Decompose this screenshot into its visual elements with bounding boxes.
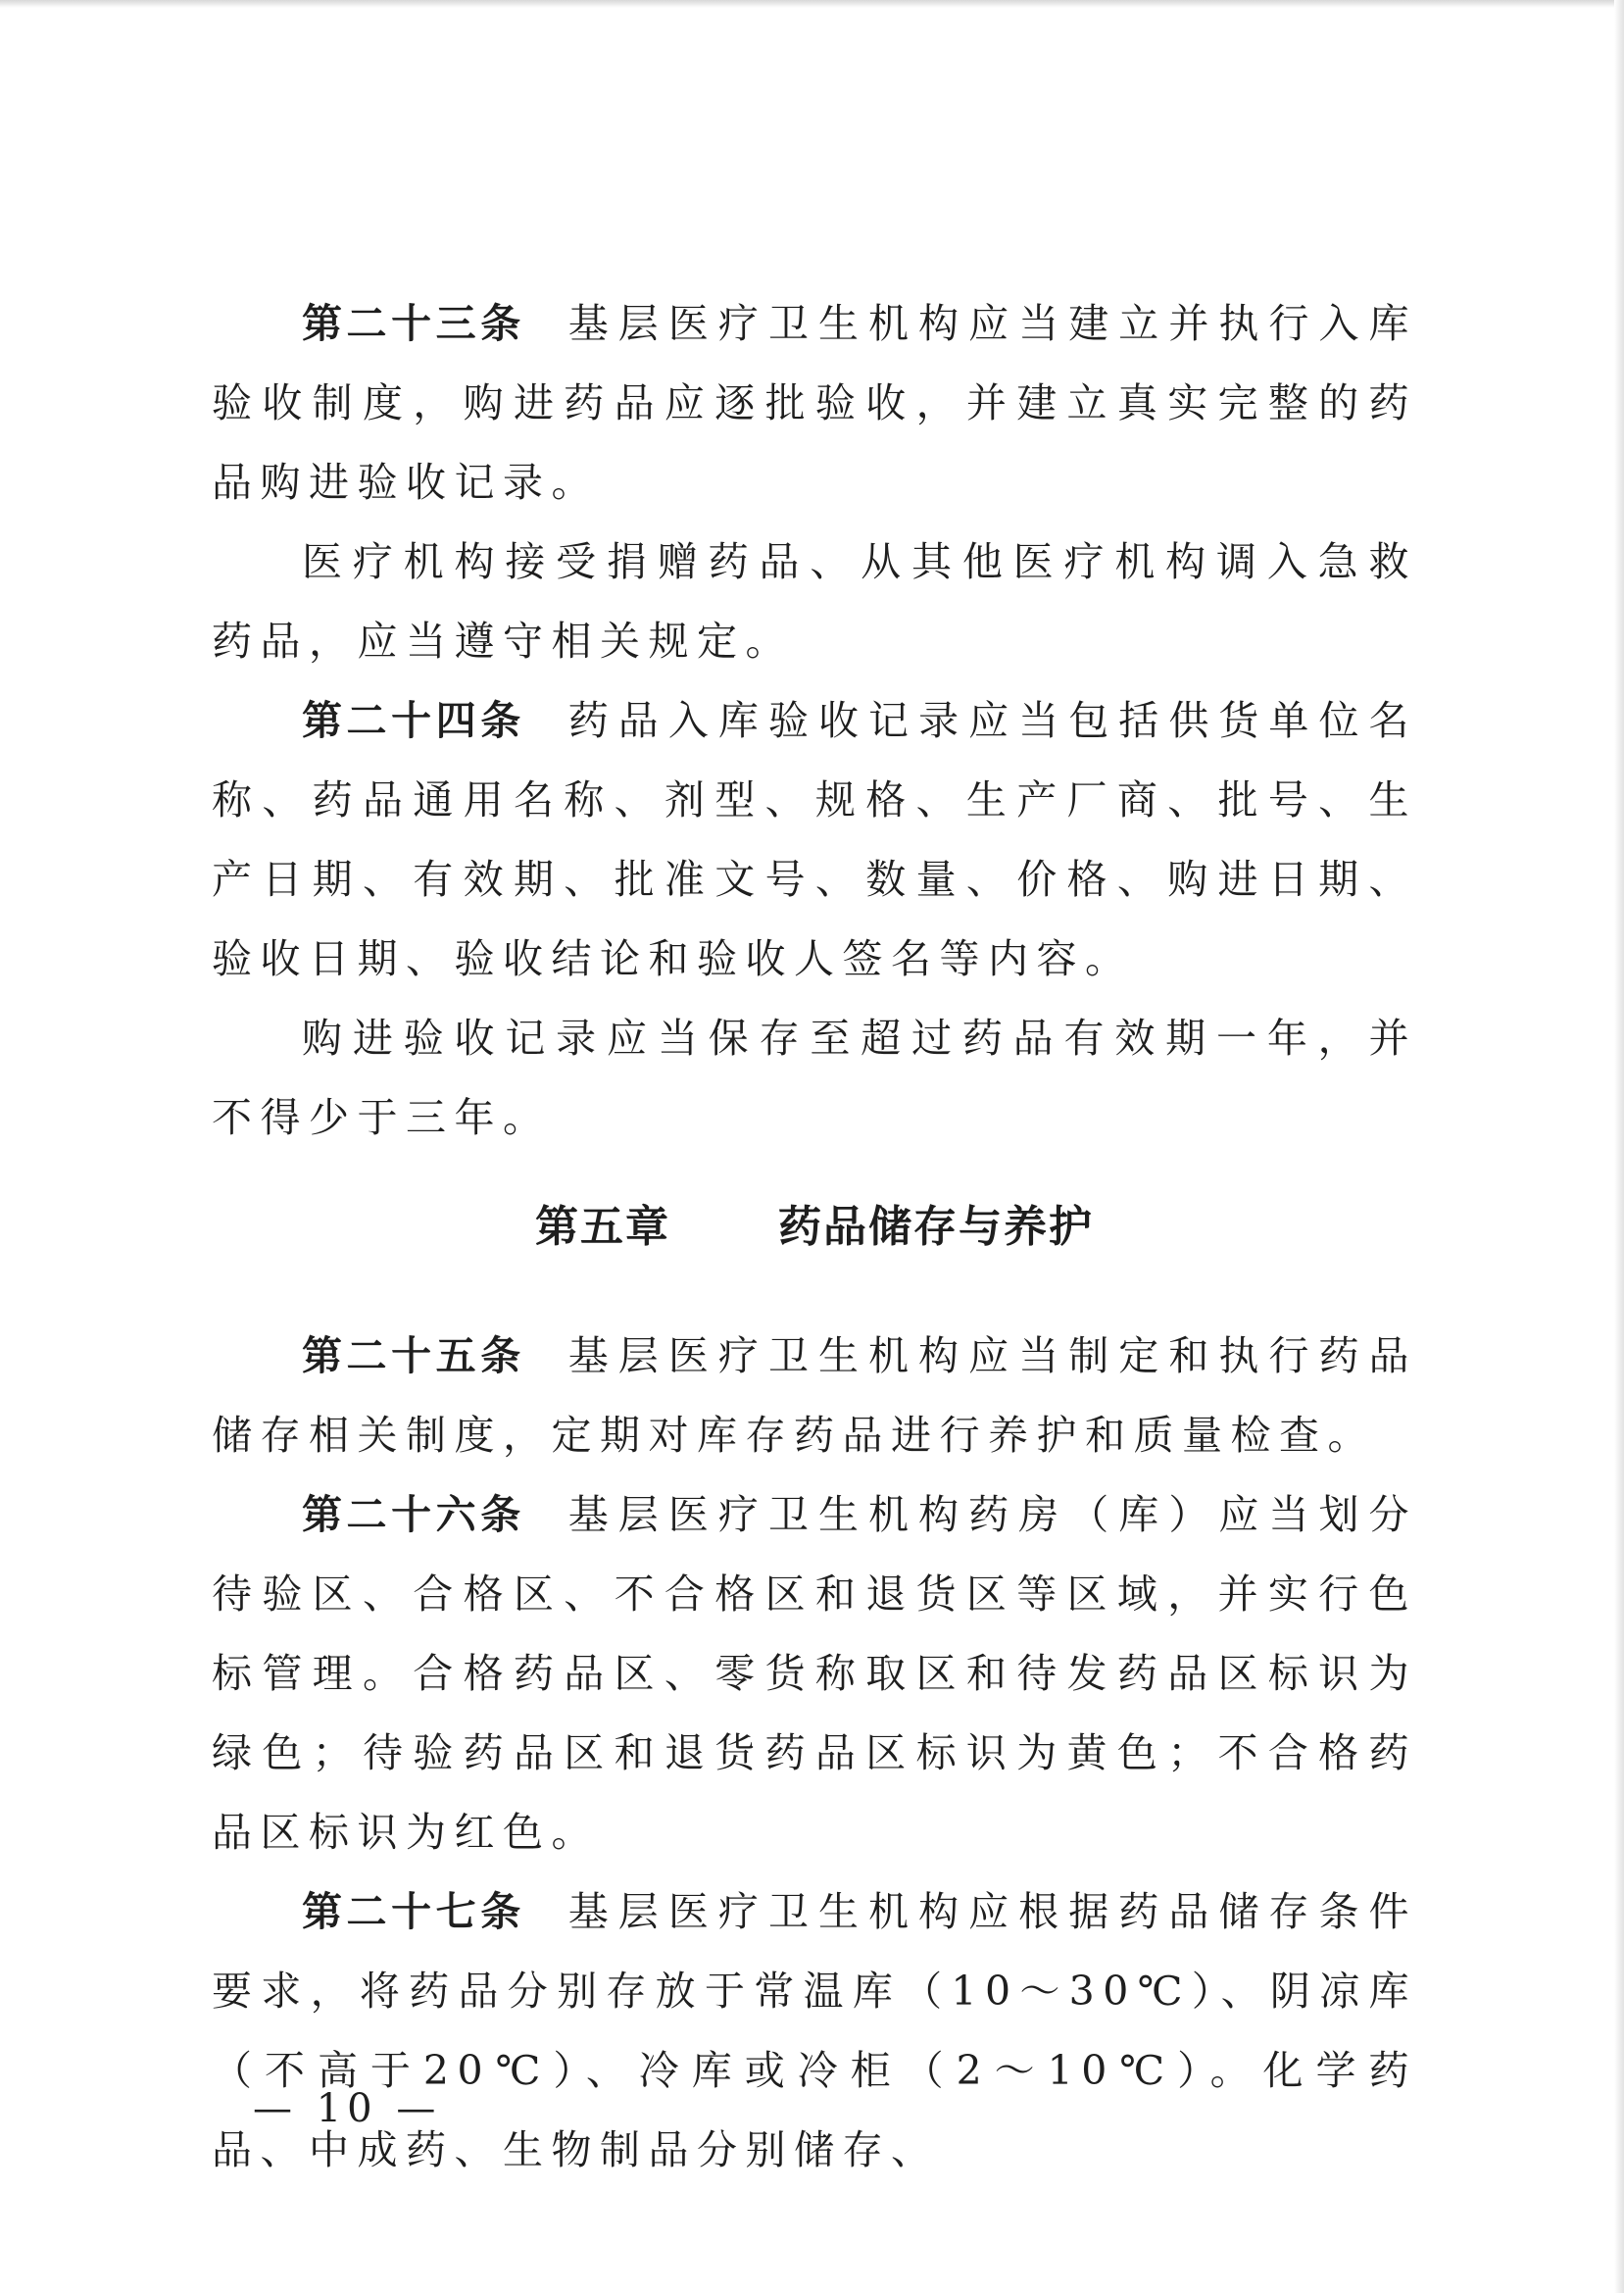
article-text: 基层医疗卫生机构应当制定和执行药品储存相关制度，定期对库存药品进行养护和质量检查。 xyxy=(212,1332,1418,1459)
article-25 xyxy=(212,1317,1417,1475)
article-heading: 第二十三条 xyxy=(302,300,525,347)
paragraph-text: 购进验收记录应当保存至超过药品有效期一年，并不得少于三年。 xyxy=(212,1015,1417,1141)
article-24 xyxy=(212,681,1417,999)
article-heading: 第二十六条 xyxy=(302,1491,525,1538)
article-23 xyxy=(212,284,1417,523)
article-27 xyxy=(212,1872,1417,2190)
document-body xyxy=(212,284,1417,2190)
paragraph-text: 医疗机构接受捐赠药品、从其他医疗机构调入急救药品，应当遵守相关规定。 xyxy=(212,538,1417,665)
article-heading: 第二十七条 xyxy=(302,1888,525,1935)
page-number: — 10 — xyxy=(253,2086,442,2131)
scan-edge-top xyxy=(0,0,1624,8)
chapter-title: 药品储存与养护 xyxy=(778,1202,1094,1252)
article-text: 基层医疗卫生机构应当建立并执行入库验收制度，购进药品应逐批验收，并建立真实完整的药品购进验收记录。 xyxy=(212,300,1418,506)
chapter-heading xyxy=(212,1158,1417,1317)
paragraph xyxy=(212,523,1417,681)
article-text: 基层医疗卫生机构应根据药品储存条件要求，将药品分别存放于常温库（10～30℃）、阴凉库（不高于20℃）、冷库或冷柜（2～10℃）。化学药品、中成药、生物制品分别储存、 xyxy=(212,1888,1418,2173)
article-text: 药品入库验收记录应当包括供货单位名称、药品通用名称、剂型、规格、生产厂商、批号、生产日期、有效期、批准文号、数量、价格、购进日期、验收日期、验收结论和验收人签名等内容。 xyxy=(212,697,1418,982)
article-heading: 第二十四条 xyxy=(302,697,525,744)
chapter-number: 第五章 xyxy=(535,1202,670,1252)
article-26 xyxy=(212,1475,1417,1872)
paragraph xyxy=(212,999,1417,1158)
article-heading: 第二十五条 xyxy=(302,1332,525,1379)
article-text: 基层医疗卫生机构药房（库）应当划分待验区、合格区、不合格区和退货区等区域，并实行色标管理。合格药品区、零货称取区和待发药品区标识为绿色；待验药品区和退货药品区标识为黄色；不合格药品区标识为红色。 xyxy=(212,1491,1418,1856)
scan-edge-right xyxy=(1614,0,1624,2293)
